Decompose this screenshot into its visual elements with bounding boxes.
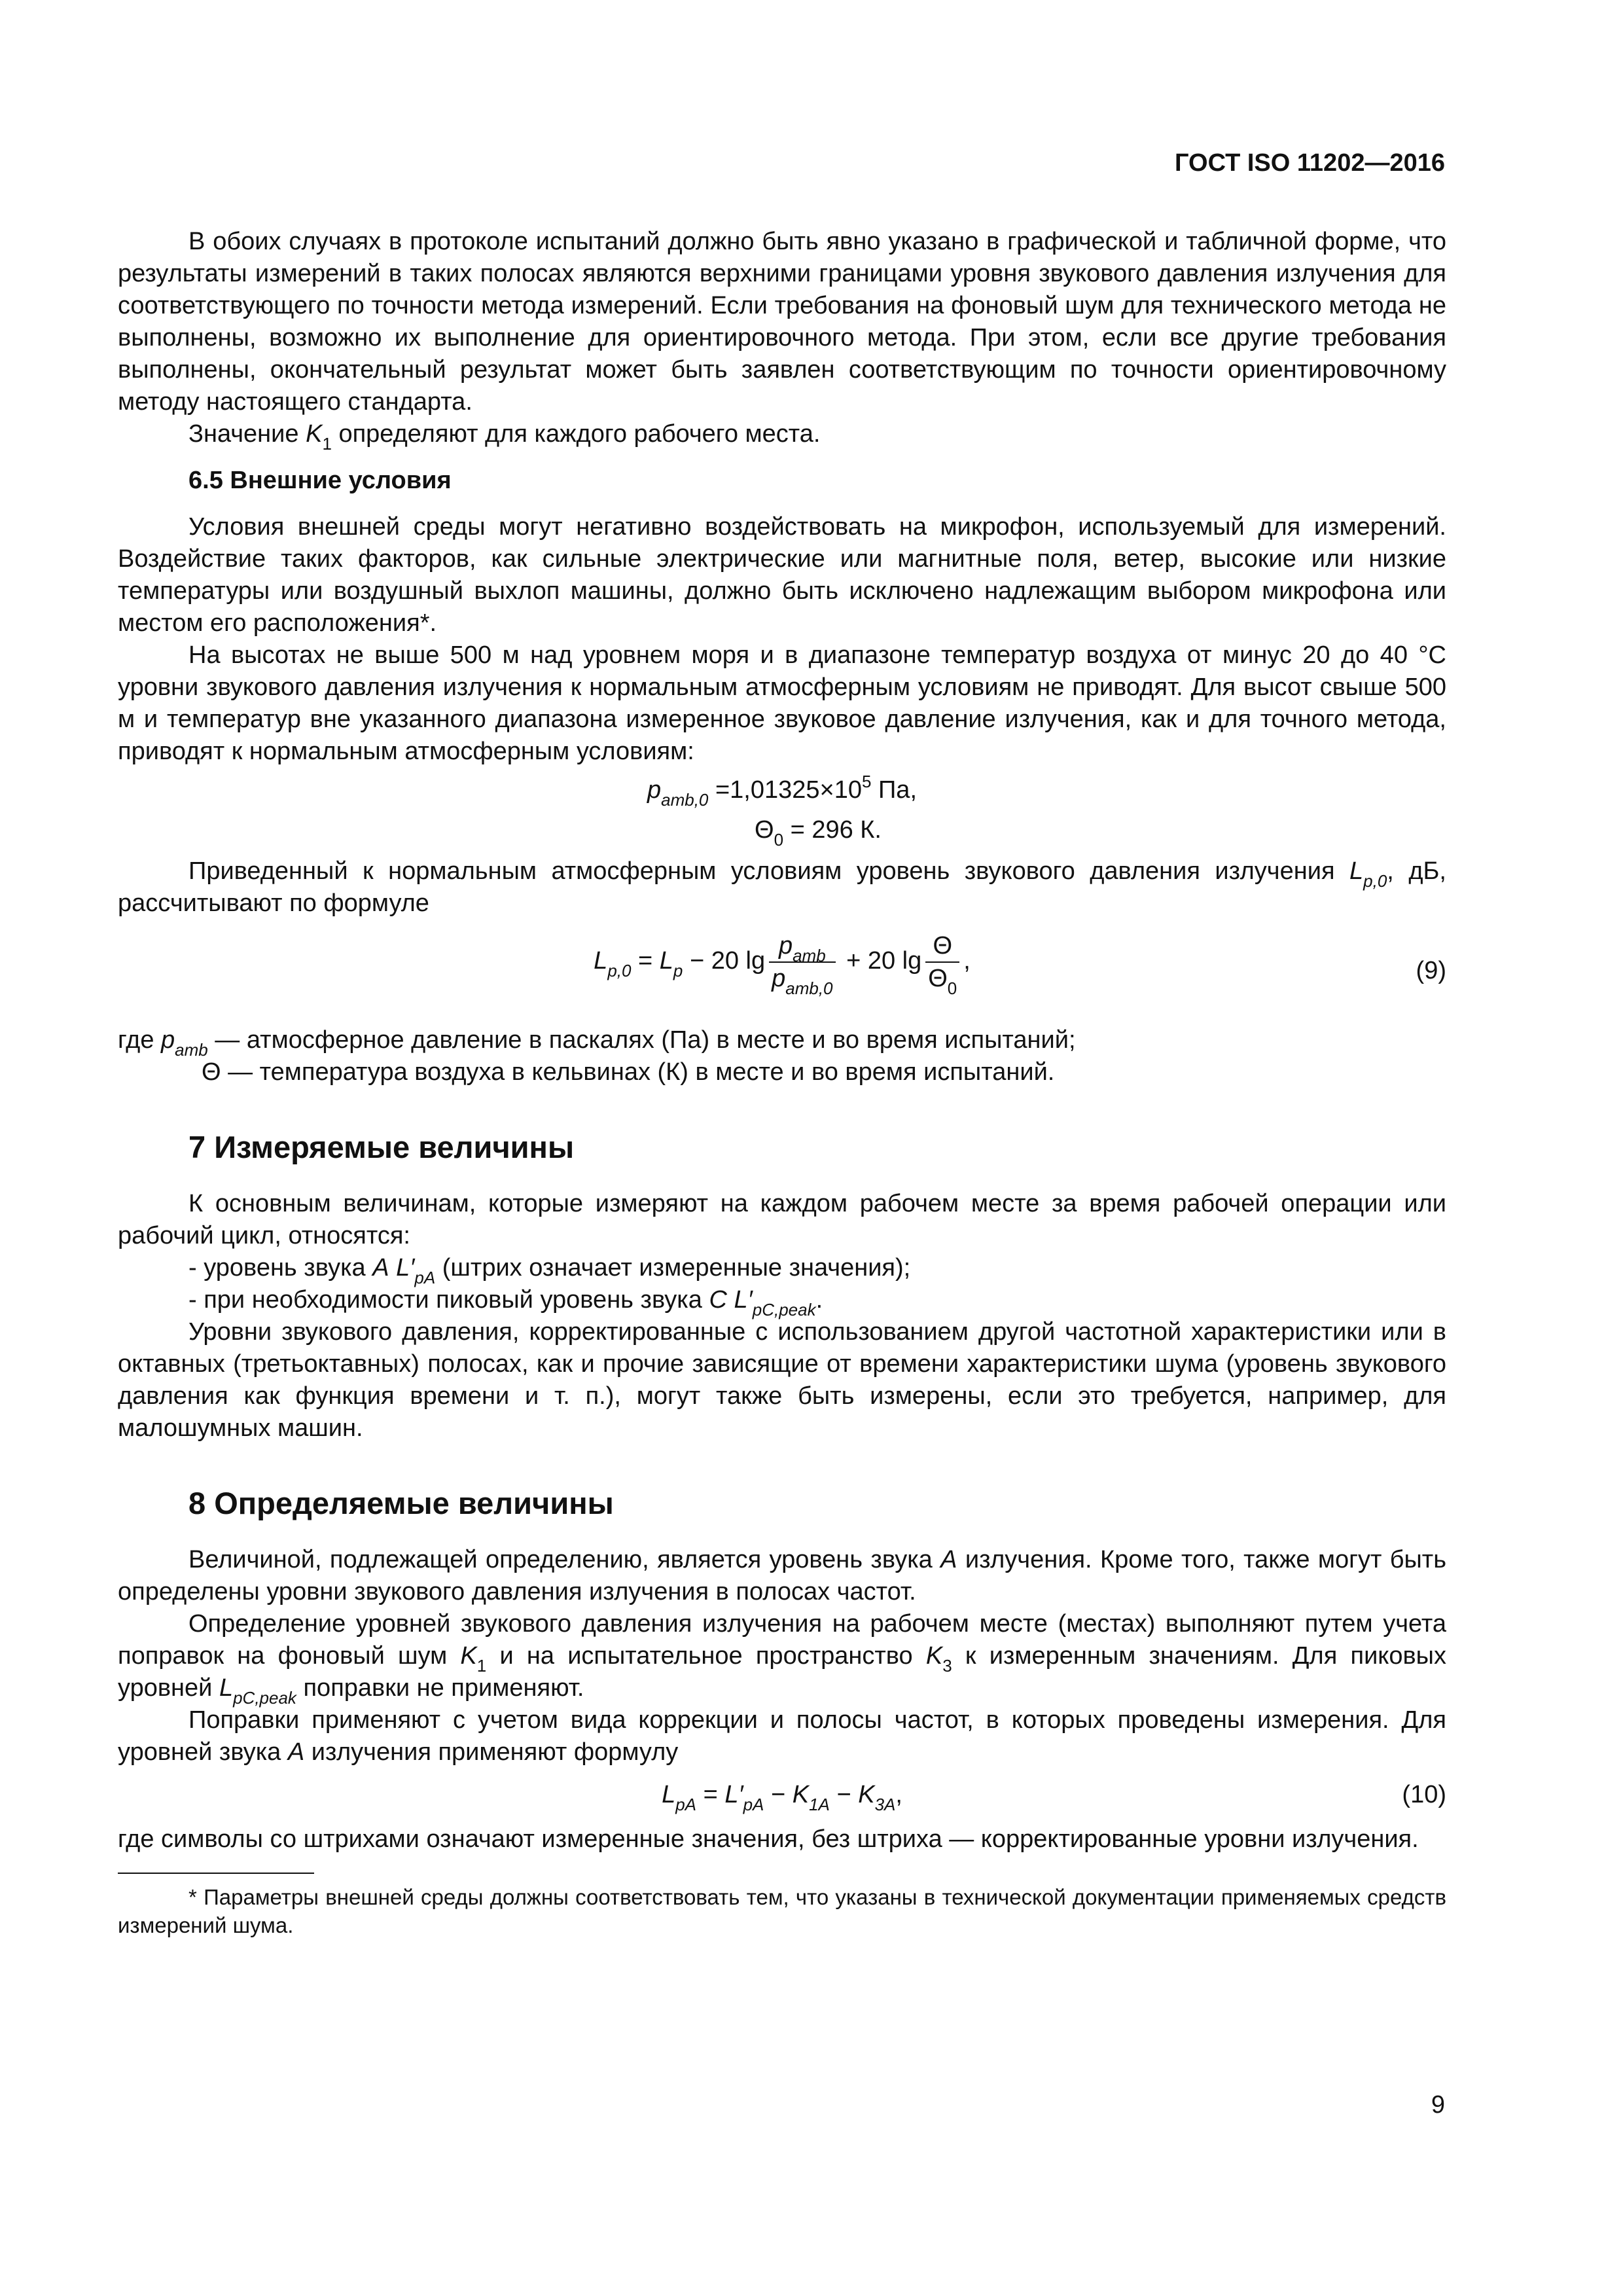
page-number: 9: [1431, 2091, 1445, 2119]
s8-paragraph-4: где символы со штрихами означают измеренные значения, без штриха — корректированные уровни излучения.: [118, 1825, 1419, 1853]
s65-paragraph-3: Приведенный к нормальным атмосферным условиям уровень звукового давления излучения $L_{p,0}$, дБ, рассчитывают по формуле: [118, 857, 1446, 917]
s8-paragraph-3: Поправки применяют с учетом вида коррекции и полосы частот, в которых проведены измерения. Для уровней звука A излучения применяют формулу: [118, 1706, 1446, 1766]
formula-9: [118, 931, 1446, 1010]
fraction-pressure: $\frac{p_{amb}}{p_{amb,0}}$: [769, 931, 835, 993]
section-8-heading: 8 Определяемые величины: [188, 1486, 614, 1520]
formula-10-number: (10): [1402, 1781, 1446, 1808]
where-pressure: где $p_{amb}$ — атмосферное давление в паскалях (Па) в месте и во время испытаний;: [118, 1026, 1076, 1060]
condition-pressure: $p_{amb,0} =1,01325\times 10^5$ Па,: [647, 772, 917, 810]
s65-paragraph-1: Условия внешней среды могут негативно воздействовать на микрофон, используемый для измерений. Воздействие таких факторов, как сильные электрические или магнитные поля, ветер, высокие или низкие температуры или воздушный выхлоп машины, должно быть исключено надлежащим выбором микрофона или местом его расположения*.: [118, 513, 1446, 637]
formula-10-expression: $L_{pA} = L'_{pA} - K_{1A} - K_{3A}$,: [662, 1781, 902, 1814]
footnote-divider: [118, 1873, 314, 1874]
section-7-heading: 7 Измеряемые величины: [188, 1130, 575, 1164]
condition-temperature: $\Theta_0 = 296$ К.: [755, 816, 882, 850]
s7-list-item-1: - уровень звука A $L'_{pA}$ (штрих означает измеренные значения);: [188, 1254, 911, 1287]
s7-list-item-2: - при необходимости пиковый уровень звука C $L'_{pC,peak}$.: [188, 1286, 823, 1319]
s65-paragraph-2: На высотах не выше 500 м над уровнем моря и в диапазоне температур воздуха от минус 20 до 40 °С уровни звукового давления излучения к нормальным атмосферным условиям не приводят. Для высот свыше 500 м и температур вне указанного диапазона измеренное звуковое давление излучения, как и для точного метода, приводят к нормальным атмосферным условиям:: [118, 641, 1446, 765]
intro-paragraph-2: Значение $K_1$ определяют для каждого рабочего места.: [188, 420, 821, 454]
s8-paragraph-1: Величиной, подлежащей определению, является уровень звука A излучения. Кроме того, также могут быть определены уровни звукового давления излучения в полосах частот.: [118, 1546, 1447, 1605]
s7-paragraph-2: Уровни звукового давления, корректированные с использованием другой частотной характеристики или в октавных (третьоктавных) полосах, как и прочие зависящие от времени характеристики шума (уровень звукового давления как функция времени и т. п.), могут также быть измерены, если это требуется, например, для малошумных машин.: [118, 1318, 1446, 1442]
document-code: ГОСТ ISO 11202—2016: [1175, 149, 1445, 177]
intro-paragraph-1: В обоих случаях в протоколе испытаний должно быть явно указано в графической и табличной форме, что результаты измерений в таких полосах являются верхними границами уровня звукового давления излучения для соответствующего по точности метода измерений. Если требования на фоновый шум для технического метода не выполнены, возможно их выполнение для ориентировочного метода. При этом, если все другие требования выполнены, окончательный результат может быть заявлен соответствующим по точности ориентировочному методу настоящего стандарта.: [118, 228, 1446, 416]
where-temperature: Θ — температура воздуха в кельвинах (К) в месте и во время испытаний.: [202, 1058, 1055, 1086]
footnote: * Параметры внешней среды должны соответствовать тем, что указаны в технической документации применяемых средств измерений шума.: [118, 1885, 1446, 1937]
fraction-temperature: $\frac{\Theta}{\Theta_0}$: [925, 931, 959, 993]
section-6-5-heading: 6.5 Внешние условия: [188, 467, 452, 494]
s7-paragraph-1: К основным величинам, которые измеряют на каждом рабочем месте за время рабочей операции или рабочий цикл, относятся:: [118, 1190, 1446, 1249]
formula-10: [118, 1779, 1446, 1813]
formula-9-expression: $L_{p,0} = L_p - 20$ lg $\frac{p_{amb}}{p_{amb,0}}$ + 20 lg $\frac{\Theta}{\Theta_0}$ ,: [594, 932, 971, 998]
s8-paragraph-2: Определение уровней звукового давления излучения на рабочем месте (местах) выполняют путем учета поправок на фоновый шум $K_1$ и на испытательное пространство $K_3$ к измеренным значениям. Для пиковых уровней $L_{pC,peak}$ поправки не применяют.: [118, 1610, 1446, 1708]
formula-9-number: (9): [1416, 957, 1446, 984]
page-body: [118, 226, 1446, 1939]
